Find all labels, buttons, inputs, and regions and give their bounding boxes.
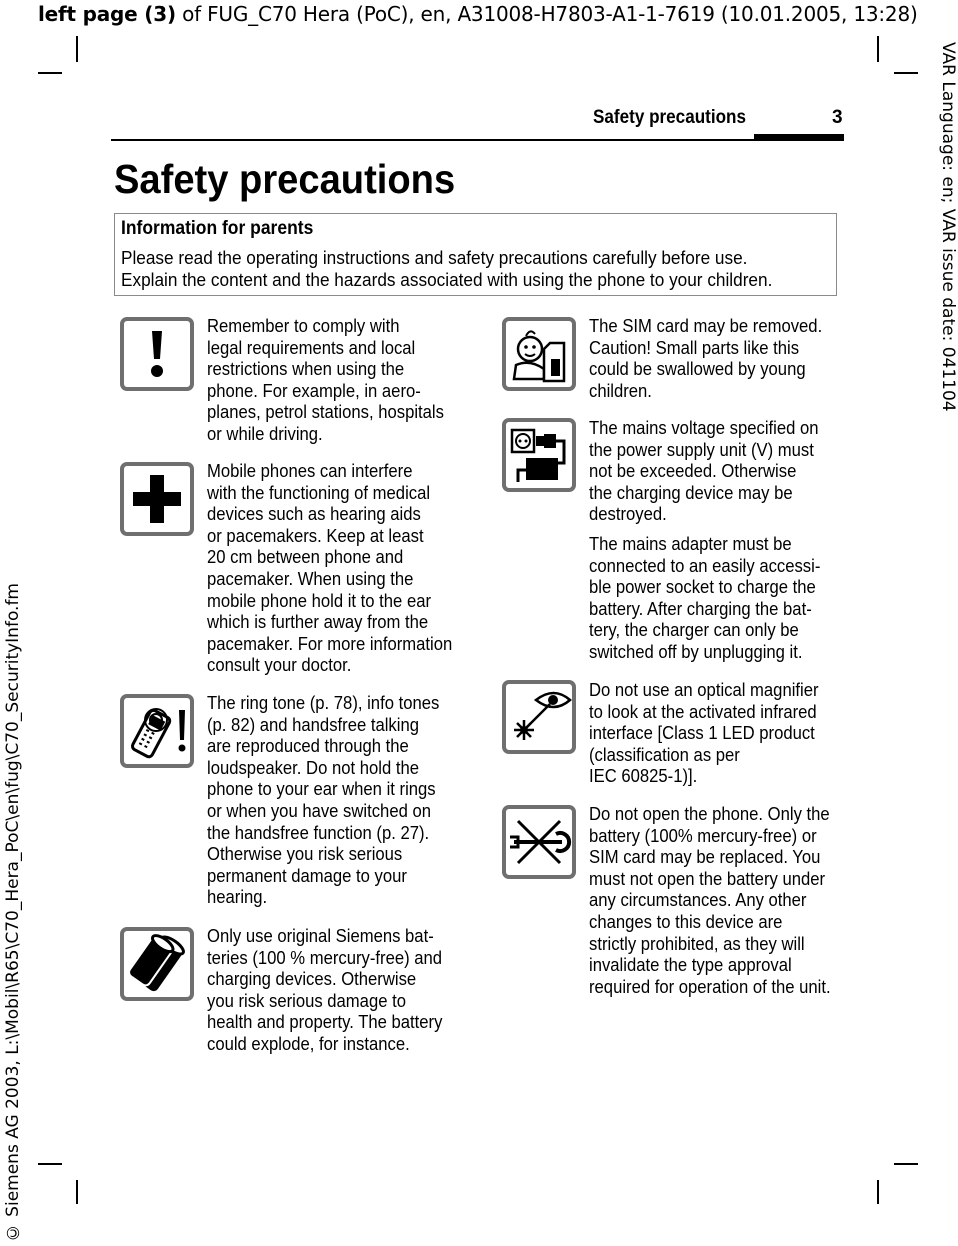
- info-box-line: Please read the operating instructions and safety precautions carefully before use.: [121, 247, 748, 268]
- print-job-page: left page (3): [38, 2, 176, 26]
- medical-devices-text: Mobile phones can interfere with the functioning of medical devices such as hearing aids or pacemakers. Keep at least 20 cm between phone and pacemaker. When using the mobile phone hold it to the ear which is further away from the pacemaker. For more information consult your doctor.: [207, 460, 453, 676]
- info-box-title: Information for parents: [121, 218, 314, 239]
- loud-ringtone-warning-icon: [120, 694, 194, 768]
- running-header-title: Safety precautions: [593, 107, 746, 128]
- crop-mark: [894, 1163, 918, 1165]
- crop-mark: [76, 1180, 78, 1204]
- ringtone-hearing-text: The ring tone (p. 78), info tones (p. 82) and handsfree talking are reproduced through the loudspeaker. Do not hold the phone to your ear when it rings or when you have switched on the handsfree function (p. 27). Otherwise you risk serious permanent damage to your hearing.: [207, 692, 440, 908]
- crop-mark: [894, 72, 918, 74]
- sim-card-children-text: The SIM card may be removed. Caution! Small parts like this could be swallowed by young children.: [589, 315, 823, 401]
- print-job-details: of FUG_C70 Hera (PoC), en, A31008-H7803-A1-1-7619 (10.01.2005, 13:28): [175, 2, 918, 26]
- crop-mark: [38, 72, 62, 74]
- medical-cross-icon: [120, 462, 194, 536]
- crop-mark: [38, 1163, 62, 1165]
- mains-voltage-text: The mains voltage specified on the power supply unit (V) must not be exceeded. Otherwise the charging device may be destroyed.: [589, 417, 819, 525]
- page-title: Safety precautions: [114, 156, 456, 202]
- info-for-parents-box: [114, 213, 837, 296]
- do-not-open-phone-text: Do not open the phone. Only the battery (100% mercury-free) or SIM card may be replaced. You must not open the battery under any circumstances. Any other changes to this device are strictly prohibited, as they will invalidate the type approval required for operation of the unit.: [589, 803, 831, 997]
- baby-sim-card-icon: [502, 317, 576, 391]
- info-box-line: Explain the content and the hazards associated with using the phone to your children.: [121, 269, 773, 290]
- crop-mark: [76, 36, 78, 62]
- language-issue-note: VAR Language: en; VAR issue date: 041104: [938, 42, 958, 412]
- crop-mark: [877, 1180, 879, 1204]
- infrared-eye-laser-icon: [502, 680, 576, 754]
- header-rule: [111, 139, 844, 141]
- header-rule-accent: [754, 134, 844, 140]
- mains-adapter-text: The mains adapter must be connected to an easily accessi- ble power socket to charge the battery. After charging the bat- tery, the charger can only be switched off by unplugging it.: [589, 533, 821, 662]
- print-job-header: [38, 2, 918, 26]
- original-batteries-text: Only use original Siemens bat- teries (100 % mercury-free) and charging devices. Otherwise you risk serious damage to health and property. The battery could explode, for instance.: [207, 925, 443, 1054]
- battery-icon: [120, 927, 194, 1001]
- page-number: 3: [832, 107, 843, 128]
- no-tools-icon: [502, 805, 576, 879]
- infrared-interface-text: Do not use an optical magnifier to look at the activated infrared interface [Class 1 LED product (classification as per IEC 60825-1)].: [589, 679, 819, 787]
- crop-mark: [877, 36, 879, 62]
- power-socket-charger-icon: [502, 418, 576, 492]
- copyright-file-path: © Siemens AG 2003, L:\Mobil\R65\C70_Hera_PoC\en\fug\C70_SecurityInfo.fm: [3, 582, 23, 1242]
- exclamation-icon: [120, 317, 194, 391]
- legal-requirements-text: Remember to comply with legal requirements and local restrictions when using the phone. For example, in aero- planes, petrol stations, hospitals or while driving.: [207, 315, 444, 444]
